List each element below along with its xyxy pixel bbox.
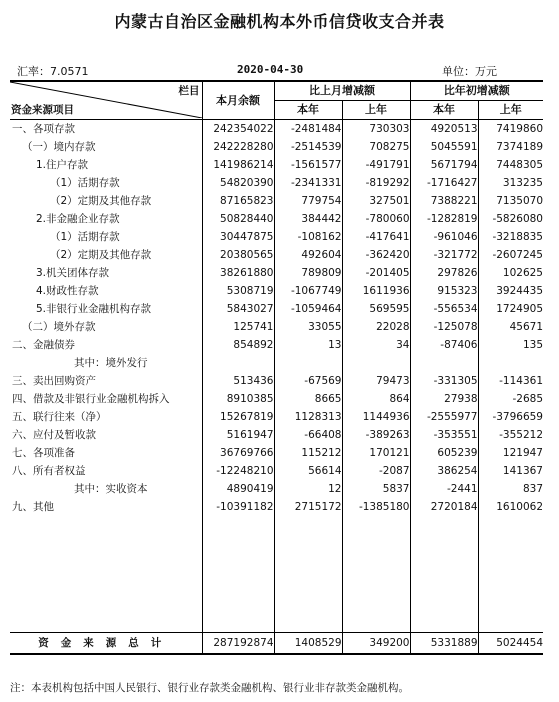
- row-month-last-year: 34: [342, 336, 410, 354]
- row-month-last-year: 170121: [342, 444, 410, 462]
- row-balance: 242354022: [202, 120, 274, 139]
- row-start-last-year: -355212: [499, 429, 543, 441]
- row-month-last-year: -201405: [342, 264, 410, 282]
- header-diagonal-cell: [10, 81, 202, 120]
- row-month-this-year: [274, 354, 342, 372]
- row-start-this-year: 4920513: [410, 120, 478, 139]
- row-start-last-year: 141367: [502, 465, 543, 477]
- row-balance: 50828440: [202, 210, 274, 228]
- row-month-this-year: 12: [274, 480, 342, 498]
- row-month-last-year: 327501: [342, 192, 410, 210]
- row-label: （1）活期存款: [10, 174, 202, 192]
- row-balance: 54820390: [202, 174, 274, 192]
- total-label: 资金来源总计: [10, 633, 202, 655]
- row-label: （2）定期及其他存款: [10, 192, 202, 210]
- header-column-label: 栏目: [178, 85, 200, 97]
- table-row: [10, 408, 543, 426]
- row-balance: 125741: [202, 318, 274, 336]
- table-row: [10, 210, 543, 228]
- table-row: [10, 246, 543, 264]
- row-month-last-year: -819292: [342, 174, 410, 192]
- row-label: 八、所有者权益: [10, 462, 202, 480]
- row-month-this-year: -66408: [274, 426, 342, 444]
- row-balance: -10391182: [202, 498, 274, 516]
- row-start-this-year: 7388221: [410, 192, 478, 210]
- row-month-this-year: 1128313: [274, 408, 342, 426]
- row-label: （二）境外存款: [10, 318, 202, 336]
- total-month-this-year: 1408529: [274, 633, 342, 655]
- row-start-this-year: -1716427: [410, 174, 478, 192]
- row-month-last-year: 1144936: [342, 408, 410, 426]
- row-start-this-year: [410, 354, 478, 372]
- row-start-last-year: 1610062: [496, 501, 543, 513]
- table-row: [10, 156, 543, 174]
- row-start-this-year: -556534: [410, 300, 478, 318]
- row-month-last-year: 708275: [342, 138, 410, 156]
- row-label: 其中：境外发行: [10, 354, 202, 372]
- row-month-this-year: -2514539: [274, 138, 342, 156]
- total-month-last-year: 349200: [342, 633, 410, 655]
- row-month-last-year: -389263: [342, 426, 410, 444]
- row-label: （一）境内存款: [10, 138, 202, 156]
- header-vs-last-month: 比上月增减额: [274, 81, 410, 101]
- row-balance: 38261880: [202, 264, 274, 282]
- row-start-last-year: 7135070: [496, 195, 543, 207]
- table-row: [10, 318, 543, 336]
- row-label: 三、卖出回购资产: [10, 372, 202, 390]
- row-month-last-year: 864: [342, 390, 410, 408]
- row-start-this-year: -1282819: [410, 210, 478, 228]
- table-row: [10, 138, 543, 156]
- row-balance: 5843027: [202, 300, 274, 318]
- row-label: 六、应付及暂收款: [10, 426, 202, 444]
- row-label: （2）定期及其他存款: [10, 246, 202, 264]
- row-month-last-year: -362420: [342, 246, 410, 264]
- row-balance: 5308719: [202, 282, 274, 300]
- row-start-last-year: [478, 354, 543, 372]
- row-label: 5.非银行业金融机构存款: [10, 300, 202, 318]
- row-month-last-year: 1611936: [342, 282, 410, 300]
- row-balance: 5161947: [202, 426, 274, 444]
- row-start-this-year: -331305: [410, 372, 478, 390]
- row-balance: [202, 354, 274, 372]
- row-start-last-year: 7374189: [496, 141, 543, 153]
- row-month-last-year: -417641: [342, 228, 410, 246]
- row-label: （1）活期存款: [10, 228, 202, 246]
- row-month-this-year: 779754: [274, 192, 342, 210]
- row-month-last-year: 569595: [342, 300, 410, 318]
- table-row: [10, 426, 543, 444]
- row-balance: 20380565: [202, 246, 274, 264]
- row-label: 二、金融债券: [10, 336, 202, 354]
- total-start-last-year: 5024454: [478, 633, 543, 655]
- row-start-this-year: 2720184: [410, 498, 478, 516]
- row-balance: 4890419: [202, 480, 274, 498]
- row-month-this-year: 789809: [274, 264, 342, 282]
- exchange-rate: 汇率：7.0571: [17, 65, 89, 78]
- row-month-last-year: [342, 354, 410, 372]
- table-row: [10, 498, 543, 516]
- row-start-last-year: 135: [522, 339, 543, 351]
- row-month-last-year: -780060: [342, 210, 410, 228]
- table-row: [10, 174, 543, 192]
- total-start-this-year: 5331889: [410, 633, 478, 655]
- row-label: 四、借款及非银行业金融机构拆入: [10, 390, 202, 408]
- row-month-this-year: -1067749: [274, 282, 342, 300]
- row-month-this-year: -108162: [274, 228, 342, 246]
- row-start-last-year: -5826080: [492, 213, 543, 225]
- row-start-last-year: 7448305: [496, 159, 543, 171]
- row-start-this-year: -2441: [410, 480, 478, 498]
- row-month-last-year: -491791: [342, 156, 410, 174]
- row-start-this-year: -87406: [410, 336, 478, 354]
- row-balance: 513436: [202, 372, 274, 390]
- table-row: [10, 282, 543, 300]
- row-label: 2.非金融企业存款: [10, 210, 202, 228]
- row-start-last-year: 1724905: [496, 303, 543, 315]
- total-row: [10, 633, 543, 655]
- row-start-last-year: -3218835: [492, 231, 543, 243]
- row-month-this-year: -67569: [274, 372, 342, 390]
- row-month-last-year: 22028: [342, 318, 410, 336]
- row-start-last-year: 7419860: [496, 123, 543, 135]
- unit-label: 单位：万元: [442, 65, 497, 78]
- row-start-last-year: 313235: [502, 177, 543, 189]
- row-month-this-year: 8665: [274, 390, 342, 408]
- row-month-last-year: 5837: [342, 480, 410, 498]
- row-month-this-year: 2715172: [274, 498, 342, 516]
- row-month-this-year: 384442: [274, 210, 342, 228]
- header-balance: 本月余额: [202, 81, 274, 120]
- table-row: [10, 480, 543, 498]
- row-start-this-year: 605239: [410, 444, 478, 462]
- row-month-last-year: 730303: [342, 120, 410, 139]
- row-label: 4.财政性存款: [10, 282, 202, 300]
- header-this-year: 本年: [274, 101, 342, 120]
- row-label: 1.住户存款: [10, 156, 202, 174]
- table-row: [10, 300, 543, 318]
- header-vs-year-start: 比年初增减额: [410, 81, 543, 101]
- header-last-year: 上年: [342, 101, 410, 120]
- table-row: [10, 264, 543, 282]
- row-month-last-year: -2087: [342, 462, 410, 480]
- row-start-last-year: -2685: [512, 393, 543, 405]
- header-row-1: [10, 81, 543, 101]
- row-month-last-year: 79473: [342, 372, 410, 390]
- header-last-year: 上年: [478, 101, 543, 120]
- header-this-year: 本年: [410, 101, 478, 120]
- row-start-last-year: 102625: [502, 267, 543, 279]
- total-balance: 287192874: [202, 633, 274, 655]
- footnote: 注：本表机构包括中国人民银行、银行业存款类金融机构、银行业非存款类金融机构。: [10, 682, 409, 694]
- credit-table: [10, 80, 543, 655]
- row-month-this-year: 115212: [274, 444, 342, 462]
- row-start-this-year: 5671794: [410, 156, 478, 174]
- row-start-this-year: 27938: [410, 390, 478, 408]
- row-balance: 36769766: [202, 444, 274, 462]
- row-start-last-year: -3796659: [492, 411, 543, 423]
- table-row: [10, 354, 543, 372]
- row-month-this-year: 492604: [274, 246, 342, 264]
- header-row-label: 资金来源项目: [11, 104, 74, 116]
- row-balance: 242228280: [202, 138, 274, 156]
- table-row: [10, 192, 543, 210]
- row-month-this-year: 56614: [274, 462, 342, 480]
- report-date: 2020-04-30: [237, 63, 304, 76]
- row-start-this-year: -125078: [410, 318, 478, 336]
- row-start-last-year: -114361: [499, 375, 543, 387]
- row-start-last-year: 121947: [502, 447, 543, 459]
- row-month-this-year: -1561577: [274, 156, 342, 174]
- row-label: 九、其他: [10, 498, 202, 516]
- row-month-this-year: -2341331: [274, 174, 342, 192]
- row-month-last-year: -1385180: [342, 498, 410, 516]
- table-row: [10, 336, 543, 354]
- row-balance: -12248210: [202, 462, 274, 480]
- row-label: 七、各项准备: [10, 444, 202, 462]
- table-row: [10, 372, 543, 390]
- row-month-this-year: -2481484: [274, 120, 342, 139]
- row-balance: 854892: [202, 336, 274, 354]
- row-label: 五、联行往来（净）: [10, 408, 202, 426]
- row-month-this-year: 33055: [274, 318, 342, 336]
- row-start-this-year: 915323: [410, 282, 478, 300]
- row-start-this-year: -961046: [410, 228, 478, 246]
- row-balance: 15267819: [202, 408, 274, 426]
- row-start-this-year: -321772: [410, 246, 478, 264]
- table-row: [10, 228, 543, 246]
- row-month-this-year: -1059464: [274, 300, 342, 318]
- row-balance: 87165823: [202, 192, 274, 210]
- row-label: 一、各项存款: [10, 120, 202, 139]
- blank-spacer-row: [10, 516, 543, 633]
- row-label: 其中：实收资本: [10, 480, 202, 498]
- row-start-this-year: 5045591: [410, 138, 478, 156]
- row-start-this-year: -353551: [410, 426, 478, 444]
- table-row: [10, 120, 543, 139]
- row-start-last-year: 3924435: [496, 285, 543, 297]
- row-start-this-year: 386254: [410, 462, 478, 480]
- row-start-last-year: 45671: [509, 321, 543, 333]
- row-label: 3.机关团体存款: [10, 264, 202, 282]
- row-balance: 141986214: [202, 156, 274, 174]
- table-row: [10, 390, 543, 408]
- row-month-this-year: 13: [274, 336, 342, 354]
- table-row: [10, 444, 543, 462]
- row-start-last-year: -2607245: [492, 249, 543, 261]
- table-body: [10, 120, 543, 517]
- row-start-this-year: -2555977: [410, 408, 478, 426]
- table-row: [10, 462, 543, 480]
- page-title: 内蒙古自治区金融机构本外币信贷收支合并表: [114, 12, 445, 31]
- row-start-last-year: 837: [522, 483, 543, 495]
- row-start-this-year: 297826: [410, 264, 478, 282]
- row-balance: 30447875: [202, 228, 274, 246]
- row-balance: 8910385: [202, 390, 274, 408]
